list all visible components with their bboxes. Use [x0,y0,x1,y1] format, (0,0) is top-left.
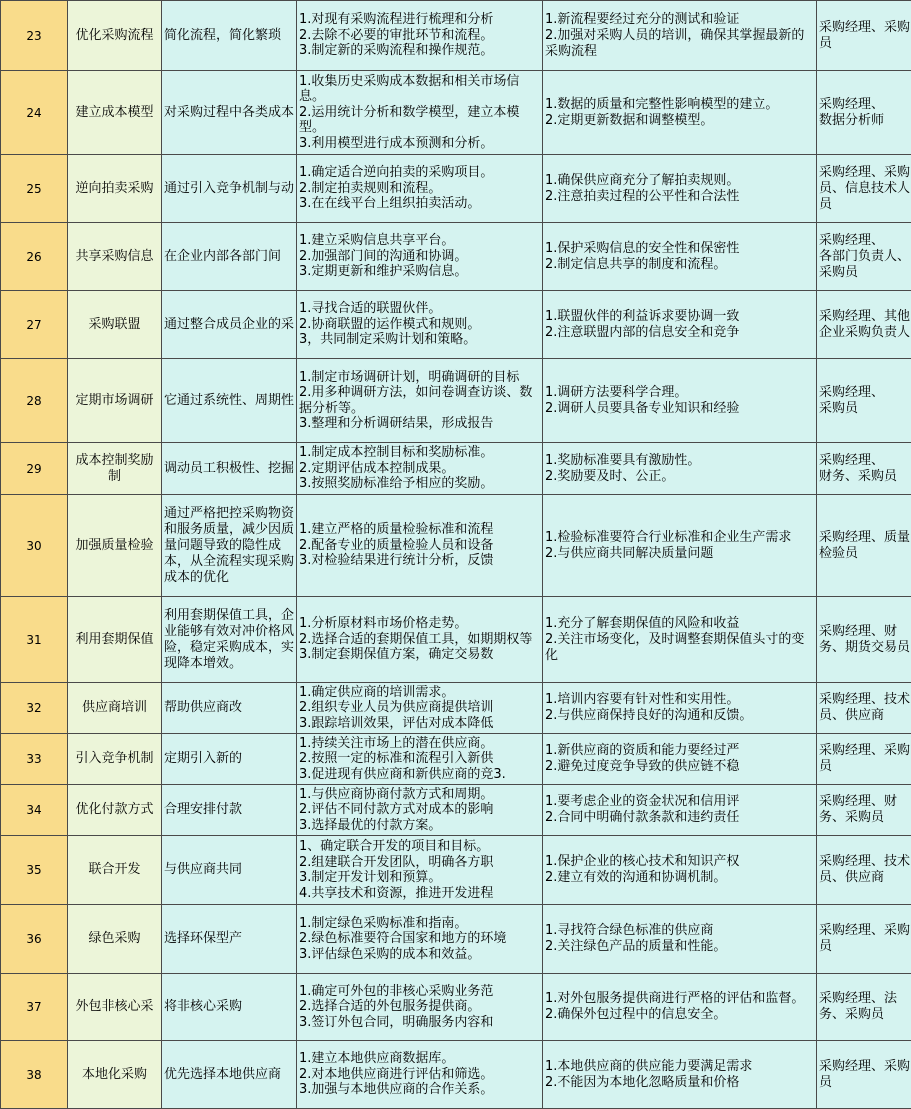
row-number[interactable]: 32 [1,683,68,734]
implementation-steps[interactable]: 1.制定绿色采购标准和指南。 2.绿色标准要符合国家和地方的环境 3.评估绿色采购的成本和效益。 [297,905,543,974]
strategy-description[interactable]: 选择环保型产 [162,905,297,974]
precautions[interactable]: 1.充分了解套期保值的风险和收益 2.关注市场变化，及时调整套期保值头寸的变化 [543,597,817,683]
responsible-person[interactable]: 采购经理、 数据分析师 [817,71,911,155]
strategy-name[interactable]: 成本控制奖励制 [68,443,162,495]
row-number[interactable]: 24 [1,71,68,155]
implementation-steps[interactable]: 1.制定市场调研计划，明确调研的目标 2.用多种调研方法，如问卷调查访谈、数据分析等。 3.整理和分析调研结果，形成报告 [297,359,543,443]
responsible-person[interactable]: 采购经理、 采购员 [817,359,911,443]
strategy-description[interactable]: 与供应商共同 [162,836,297,905]
strategy-description[interactable]: 对采购过程中各类成本 [162,71,297,155]
implementation-steps[interactable]: 1.寻找合适的联盟伙伴。 2.协商联盟的运作模式和规则。 3，共同制定采购计划和策略。 [297,291,543,359]
strategy-name[interactable]: 共享采购信息 [68,223,162,291]
row-number[interactable]: 30 [1,495,68,597]
precautions[interactable]: 1.确保供应商充分了解拍卖规则。 2.注意拍卖过程的公平性和合法性 [543,155,817,223]
responsible-person[interactable]: 采购经理、采购员、信息技术人员 [817,155,911,223]
strategy-description[interactable]: 通过整合成员企业的采 [162,291,297,359]
strategy-name[interactable]: 外包非核心采 [68,974,162,1041]
precautions[interactable]: 1.对外包服务提供商进行严格的评估和监督。 2.确保外包过程中的信息安全。 [543,974,817,1041]
row-number[interactable]: 37 [1,974,68,1041]
implementation-steps[interactable]: 1.持续关注市场上的潜在供应商。 2.按照一定的标准和流程引入新供 3.促进现有供应商和新供应商的竞3. [297,734,543,785]
strategy-description[interactable]: 优先选择本地供应商 [162,1041,297,1109]
strategy-description[interactable]: 调动员工积极性、挖掘 [162,443,297,495]
strategy-description[interactable]: 它通过系统性、周期性 [162,359,297,443]
row-number[interactable]: 26 [1,223,68,291]
implementation-steps[interactable]: 1.确定适合逆向拍卖的采购项目。 2.制定拍卖规则和流程。 3.在在线平台上组织拍卖活动。 [297,155,543,223]
strategy-name[interactable]: 供应商培训 [68,683,162,734]
table-row [1,155,911,223]
implementation-steps[interactable]: 1.确定供应商的培训需求。 2.组织专业人员为供应商提供培训 3.跟踪培训效果，评估对成本降低 [297,683,543,734]
strategy-name[interactable]: 本地化采购 [68,1041,162,1109]
strategy-name[interactable]: 建立成本模型 [68,71,162,155]
strategy-description[interactable]: 在企业内部各部门间 [162,223,297,291]
precautions[interactable]: 1.保护企业的核心技术和知识产权 2.建立有效的沟通和协调机制。 [543,836,817,905]
row-number[interactable]: 35 [1,836,68,905]
strategy-name[interactable]: 加强质量检验 [68,495,162,597]
table-row [1,905,911,974]
precautions[interactable]: 1.检验标准要符合行业标准和企业生产需求 2.与供应商共同解决质量问题 [543,495,817,597]
table-row [1,1,911,71]
implementation-steps[interactable]: 1.对现有采购流程进行梳理和分析 2.去除不必要的审批环节和流程。 3.制定新的采购流程和操作规范。 [297,1,543,71]
implementation-steps[interactable]: 1、确定联合开发的项目和目标。 2.组建联合开发团队，明确各方职 3.制定开发计划和预算。 4.共享技术和资源，推进开发进程 [297,836,543,905]
strategy-name[interactable]: 绿色采购 [68,905,162,974]
implementation-steps[interactable]: 1.建立采购信息共享平台。 2.加强部门间的沟通和协调。 3.定期更新和维护采购信息。 [297,223,543,291]
table-row [1,597,911,683]
strategy-description[interactable]: 利用套期保值工具，企业能够有效对冲价格风险，稳定采购成本，实现降本增效。 [162,597,297,683]
row-number[interactable]: 28 [1,359,68,443]
responsible-person[interactable]: 采购经理、财务、采购员 [817,785,911,836]
table-row [1,223,911,291]
responsible-person[interactable]: 采购经理、质量检验员 [817,495,911,597]
precautions[interactable]: 1.联盟伙伴的利益诉求要协调一致 2.注意联盟内部的信息安全和竞争 [543,291,817,359]
strategy-description[interactable]: 帮助供应商改 [162,683,297,734]
responsible-person[interactable]: 采购经理、采购员 [817,905,911,974]
table-row [1,1041,911,1109]
implementation-steps[interactable]: 1.建立严格的质量检验标准和流程 2.配备专业的质量检验人员和设备 3.对检验结果进行统计分析，反馈 [297,495,543,597]
table-row [1,785,911,836]
strategy-description[interactable]: 定期引入新的 [162,734,297,785]
row-number[interactable]: 38 [1,1041,68,1109]
row-number[interactable]: 36 [1,905,68,974]
table-row [1,359,911,443]
table-row [1,836,911,905]
row-number[interactable]: 31 [1,597,68,683]
row-number[interactable]: 25 [1,155,68,223]
table-row [1,495,911,597]
responsible-person[interactable]: 采购经理、采购员 [817,734,911,785]
strategy-name[interactable]: 联合开发 [68,836,162,905]
precautions[interactable]: 1.奖励标准要具有激励性。 2.奖励要及时、公正。 [543,443,817,495]
responsible-person[interactable]: 采购经理、技术员、供应商 [817,683,911,734]
precautions[interactable]: 1.新流程要经过充分的测试和验证 2.加强对采购人员的培训，确保其掌握最新的采购流程 [543,1,817,71]
strategy-name[interactable]: 优化采购流程 [68,1,162,71]
strategy-description[interactable]: 简化流程，简化繁琐 [162,1,297,71]
responsible-person[interactable]: 采购经理、技术员、供应商 [817,836,911,905]
row-number[interactable]: 29 [1,443,68,495]
table-row [1,683,911,734]
implementation-steps[interactable]: 1.制定成本控制目标和奖励标准。 2.定期评估成本控制成果。 3.按照奖励标准给予相应的奖励。 [297,443,543,495]
table-row [1,734,911,785]
implementation-steps[interactable]: 1.确定可外包的非核心采购业务范 2.选择合适的外包服务提供商。 3.签订外包合同，明确服务内容和 [297,974,543,1041]
responsible-person[interactable]: 采购经理、法务、采购员 [817,974,911,1041]
precautions[interactable]: 1.本地供应商的供应能力要满足需求 2.不能因为本地化忽略质量和价格 [543,1041,817,1109]
precautions[interactable]: 1.保护采购信息的安全性和保密性 2.制定信息共享的制度和流程。 [543,223,817,291]
table-row [1,974,911,1041]
strategy-name[interactable]: 引入竞争机制 [68,734,162,785]
responsible-person[interactable]: 采购经理、 各部门负责人、 采购员 [817,223,911,291]
row-number[interactable]: 27 [1,291,68,359]
strategy-description[interactable]: 通过严格把控采购物资和服务质量，减少因质量问题导致的隐性成本，从全流程实现采购成本的优化 [162,495,297,597]
strategy-description[interactable]: 通过引入竞争机制与动 [162,155,297,223]
precautions[interactable]: 1.新供应商的资质和能力要经过严 2.避免过度竞争导致的供应链不稳 [543,734,817,785]
precautions[interactable]: 1.调研方法要科学合理。 2.调研人员要具备专业知识和经验 [543,359,817,443]
strategy-description[interactable]: 合理安排付款 [162,785,297,836]
precautions[interactable]: 1.要考虑企业的资金状况和信用评 2.合同中明确付款条款和违约责任 [543,785,817,836]
table-row [1,71,911,155]
table-row [1,291,911,359]
responsible-person[interactable]: 采购经理、采购员 [817,1041,911,1109]
row-number[interactable]: 23 [1,1,68,71]
table-row [1,443,911,495]
precautions[interactable]: 1.寻找符合绿色标准的供应商 2.关注绿色产品的质量和性能。 [543,905,817,974]
strategy-name[interactable]: 优化付款方式 [68,785,162,836]
responsible-person[interactable]: 采购经理、 财务、采购员 [817,443,911,495]
strategy-name[interactable]: 定期市场调研 [68,359,162,443]
implementation-steps[interactable]: 1.收集历史采购成本数据和相关市场信息。 2.运用统计分析和数学模型，建立本模型。 3.利用模型进行成本预测和分析。 [297,71,543,155]
implementation-steps[interactable]: 1.与供应商协商付款方式和周期。 2.评估不同付款方式对成本的影响 3.选择最优的付款方案。 [297,785,543,836]
precautions[interactable]: 1.培训内容要有针对性和实用性。 2.与供应商保持良好的沟通和反馈。 [543,683,817,734]
strategy-description[interactable]: 将非核心采购 [162,974,297,1041]
strategy-name[interactable]: 逆向拍卖采购 [68,155,162,223]
responsible-person[interactable]: 采购经理、其他企业采购负责人 [817,291,911,359]
responsible-person[interactable]: 采购经理、财务、期货交易员 [817,597,911,683]
row-number[interactable]: 33 [1,734,68,785]
strategy-name[interactable]: 利用套期保值 [68,597,162,683]
implementation-steps[interactable]: 1.建立本地供应商数据库。 2.对本地供应商进行评估和筛选。 3.加强与本地供应商的合作关系。 [297,1041,543,1109]
row-number[interactable]: 34 [1,785,68,836]
precautions[interactable]: 1.数据的质量和完整性影响模型的建立。 2.定期更新数据和调整模型。 [543,71,817,155]
implementation-steps[interactable]: 1.分析原材料市场价格走势。 2.选择合适的套期保值工具，如期期权等 3.制定套期保值方案，确定交易数 [297,597,543,683]
responsible-person[interactable]: 采购经理、采购员 [817,1,911,71]
strategy-name[interactable]: 采购联盟 [68,291,162,359]
